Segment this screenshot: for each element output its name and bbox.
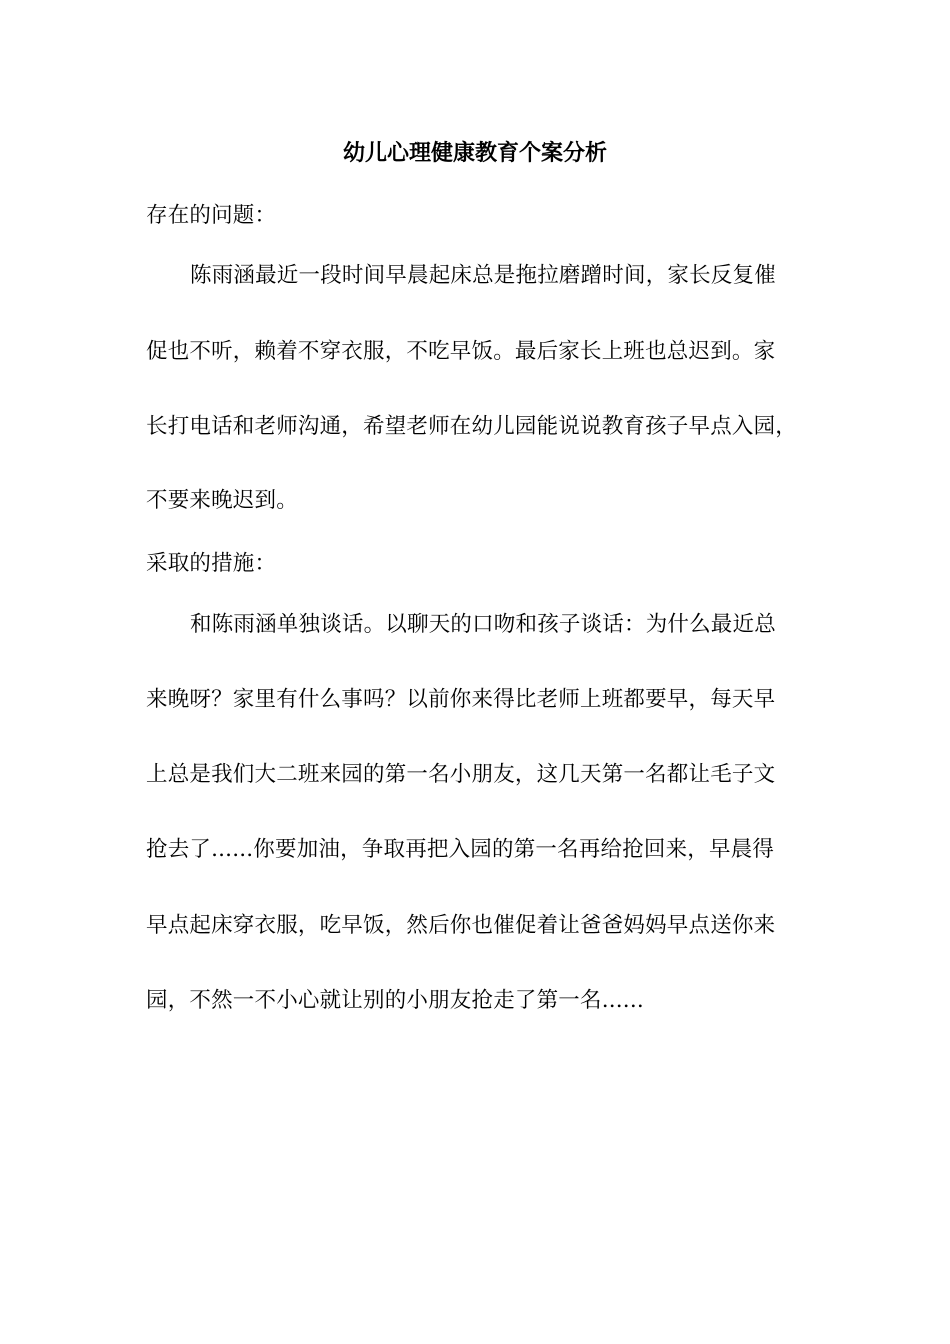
paragraph-line: 来晚呀？家里有什么事吗？以前你来得比老师上班都要早，每天早 <box>146 687 776 712</box>
paragraph-line: 长打电话和老师沟通，希望老师在幼儿园能说说教育孩子早点入园， <box>146 414 798 439</box>
paragraph-line: 园，不然一不小心就让别的小朋友抢走了第一名...... <box>146 988 644 1013</box>
section-heading-measures: 采取的措施： <box>146 551 277 576</box>
paragraph-line: 早点起床穿衣服，吃早饭，然后你也催促着让爸爸妈妈早点送你来 <box>146 913 776 938</box>
paragraph-line: 上总是我们大二班来园的第一名小朋友，这几天第一名都让毛子文 <box>146 762 776 787</box>
paragraph-line: 和陈雨涵单独谈话。以聊天的口吻和孩子谈话：为什么最近总 <box>190 612 776 637</box>
paragraph-line: 抢去了......你要加油，争取再把入园的第一名再给抢回来，早晨得 <box>146 837 775 862</box>
document-title: 幼儿心理健康教育个案分析 <box>342 140 607 166</box>
paragraph-line: 促也不听，赖着不穿衣服，不吃早饭。最后家长上班也总迟到。家 <box>146 339 776 364</box>
paragraph-line: 陈雨涵最近一段时间早晨起床总是拖拉磨蹭时间，家长反复催 <box>190 263 776 288</box>
paragraph-line: 不要来晚迟到。 <box>146 488 298 513</box>
section-heading-problems: 存在的问题： <box>146 203 277 228</box>
